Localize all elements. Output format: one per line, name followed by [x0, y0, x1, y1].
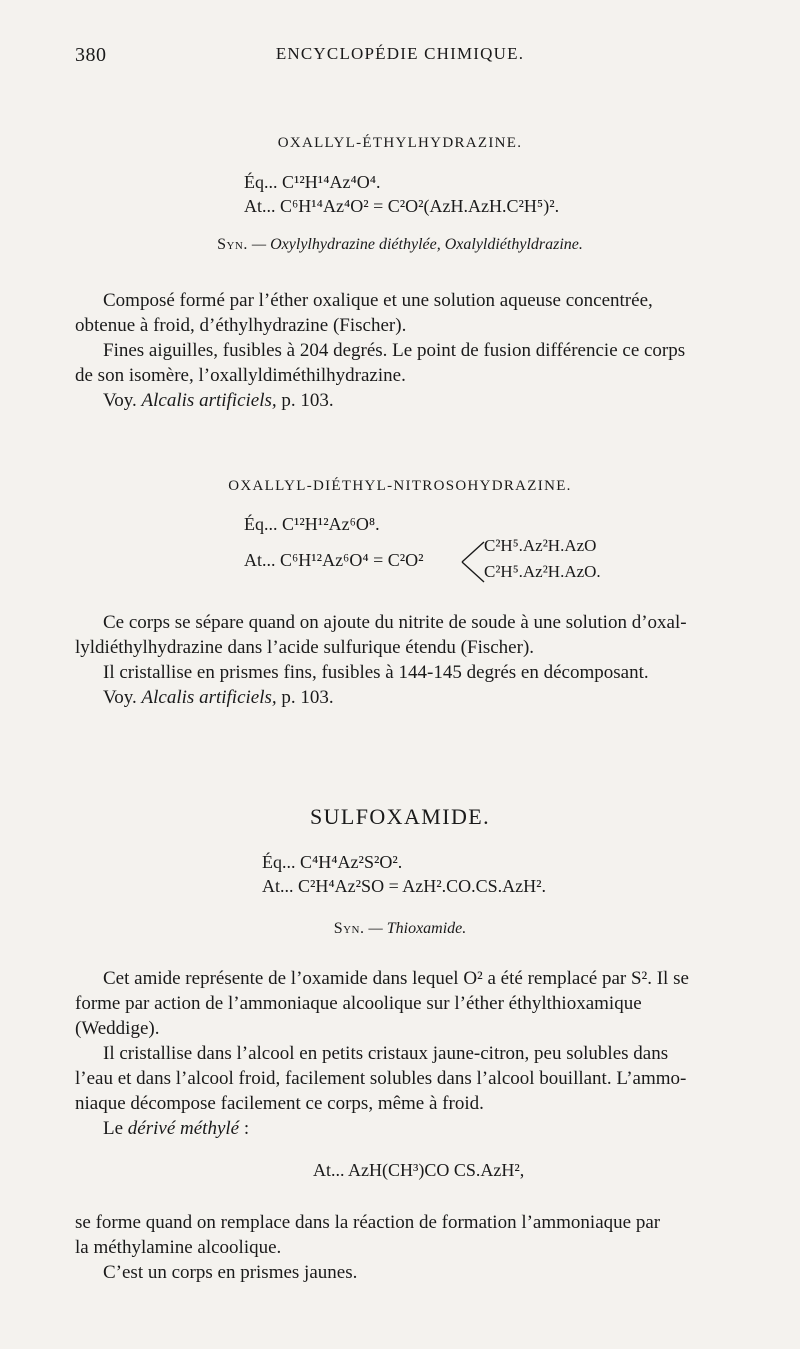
at-label: At... — [262, 876, 294, 896]
at-value: C⁶H¹⁴Az⁴O² = C²O²(AzH.AzH.C²H⁵)². — [280, 196, 560, 216]
text-line: se forme quand on remplace dans la réaction de formation l’ammoniaque par — [75, 1212, 661, 1233]
atomic-formula — [244, 550, 424, 571]
derivative-formula — [313, 1160, 524, 1181]
syn-text: — Thioxamide. — [368, 920, 467, 937]
page-number: 380 — [75, 44, 107, 66]
text-line: Cet amide représente de l’oxamide dans lequel O² a été remplacé par S². Il se — [103, 968, 689, 989]
see-also — [75, 685, 783, 710]
text-line: obtenue à froid, d’éthylhydrazine (Fischer). — [75, 315, 407, 336]
at-value: C²H⁴Az²SO = AzH².CO.CS.AzH². — [298, 876, 547, 896]
derive-suffix: : — [243, 1118, 250, 1139]
atomic-formula — [262, 876, 546, 897]
voy-page: p. 103. — [281, 687, 334, 708]
text-line: de son isomère, l’oxallyldiméthilhydrazine. — [75, 365, 406, 386]
syn-label: Syn. — [333, 920, 365, 937]
running-title: ENCYCLOPÉDIE CHIMIQUE. — [275, 44, 525, 63]
branch-bottom: C²H⁵.Az²H.AzO. — [484, 562, 601, 581]
eq-value: C⁴H⁴Az²S²O². — [300, 852, 403, 872]
branch-top: C²H⁵.Az²H.AzO — [484, 536, 597, 555]
at-label: At... — [244, 550, 276, 570]
paragraph — [75, 966, 783, 1141]
voy-reference: Alcalis artificiels, — [141, 390, 277, 411]
syn-label: Syn. — [217, 236, 248, 253]
synonyms — [0, 920, 800, 938]
text-line: C’est un corps en prismes jaunes. — [103, 1262, 358, 1283]
section-title: OXALLYL-ÉTHYLHYDRAZINE. — [277, 135, 523, 151]
equivalent-formula — [244, 172, 381, 193]
atomic-formula — [244, 196, 559, 217]
see-also — [75, 388, 783, 413]
text-line: forme par action de l’ammoniaque alcoolique sur l’éther éthylthioxamique — [75, 993, 642, 1014]
voy-reference: Alcalis artificiels, — [141, 687, 277, 708]
voy-prefix: Voy. — [103, 687, 137, 708]
text-line: Composé formé par l’éther oxalique et une solution aqueuse concentrée, — [103, 290, 653, 311]
syn-text: — Oxylylhydrazine diéthylée, Oxalyldiéthyldrazine. — [251, 236, 583, 253]
eq-label: Éq... — [244, 514, 278, 534]
eq-label: Éq... — [262, 852, 296, 872]
text-line: l’eau et dans l’alcool froid, facilement solubles dans l’alcool bouillant. L’ammo- — [75, 1068, 687, 1089]
paragraph — [75, 610, 783, 710]
derive-prefix: Le — [103, 1118, 124, 1139]
at-value: AzH(CH³)CO CS.AzH², — [348, 1160, 525, 1180]
page-header — [0, 44, 800, 68]
equivalent-formula — [262, 852, 402, 873]
synonyms — [0, 236, 800, 254]
paragraph — [75, 1210, 783, 1285]
voy-prefix: Voy. — [103, 390, 137, 411]
eq-value: C¹²H¹⁴Az⁴O⁴. — [282, 172, 381, 192]
eq-label: Éq... — [244, 172, 278, 192]
text-line: Fines aiguilles, fusibles à 204 degrés. Le point de fusion différencie ce corps — [103, 340, 686, 361]
eq-value: C¹²H¹²Az⁶O⁸. — [282, 514, 380, 534]
text-line: lyldiéthylhydrazine dans l’acide sulfurique étendu (Fischer). — [75, 637, 535, 658]
at-value: C⁶H¹²Az⁶O⁴ = C²O² — [280, 550, 424, 570]
section-title: SULFOXAMIDE. — [310, 804, 490, 829]
text-line: Ce corps se sépare quand on ajoute du nitrite de soude à une solution d’oxal- — [103, 612, 687, 633]
text-line: Il cristallise en prismes fins, fusibles à 144-145 degrés en décomposant. — [103, 662, 649, 683]
voy-page: p. 103. — [281, 390, 334, 411]
at-label: At... — [313, 1160, 345, 1180]
derive-term: dérivé méthylé — [127, 1118, 240, 1139]
section-title: OXALLYL-DIÉTHYL-NITROSOHYDRAZINE. — [228, 478, 572, 494]
at-label: At... — [244, 196, 276, 216]
text-line: la méthylamine alcoolique. — [75, 1237, 282, 1258]
paragraph — [75, 288, 783, 413]
equivalent-formula — [244, 514, 380, 535]
text-line: (Weddige). — [75, 1018, 160, 1039]
text-line: niaque décompose facilement ce corps, même à froid. — [75, 1093, 484, 1114]
text-line: Il cristallise dans l’alcool en petits cristaux jaune-citron, peu solubles dans — [103, 1043, 669, 1064]
derivative-intro — [75, 1116, 783, 1141]
